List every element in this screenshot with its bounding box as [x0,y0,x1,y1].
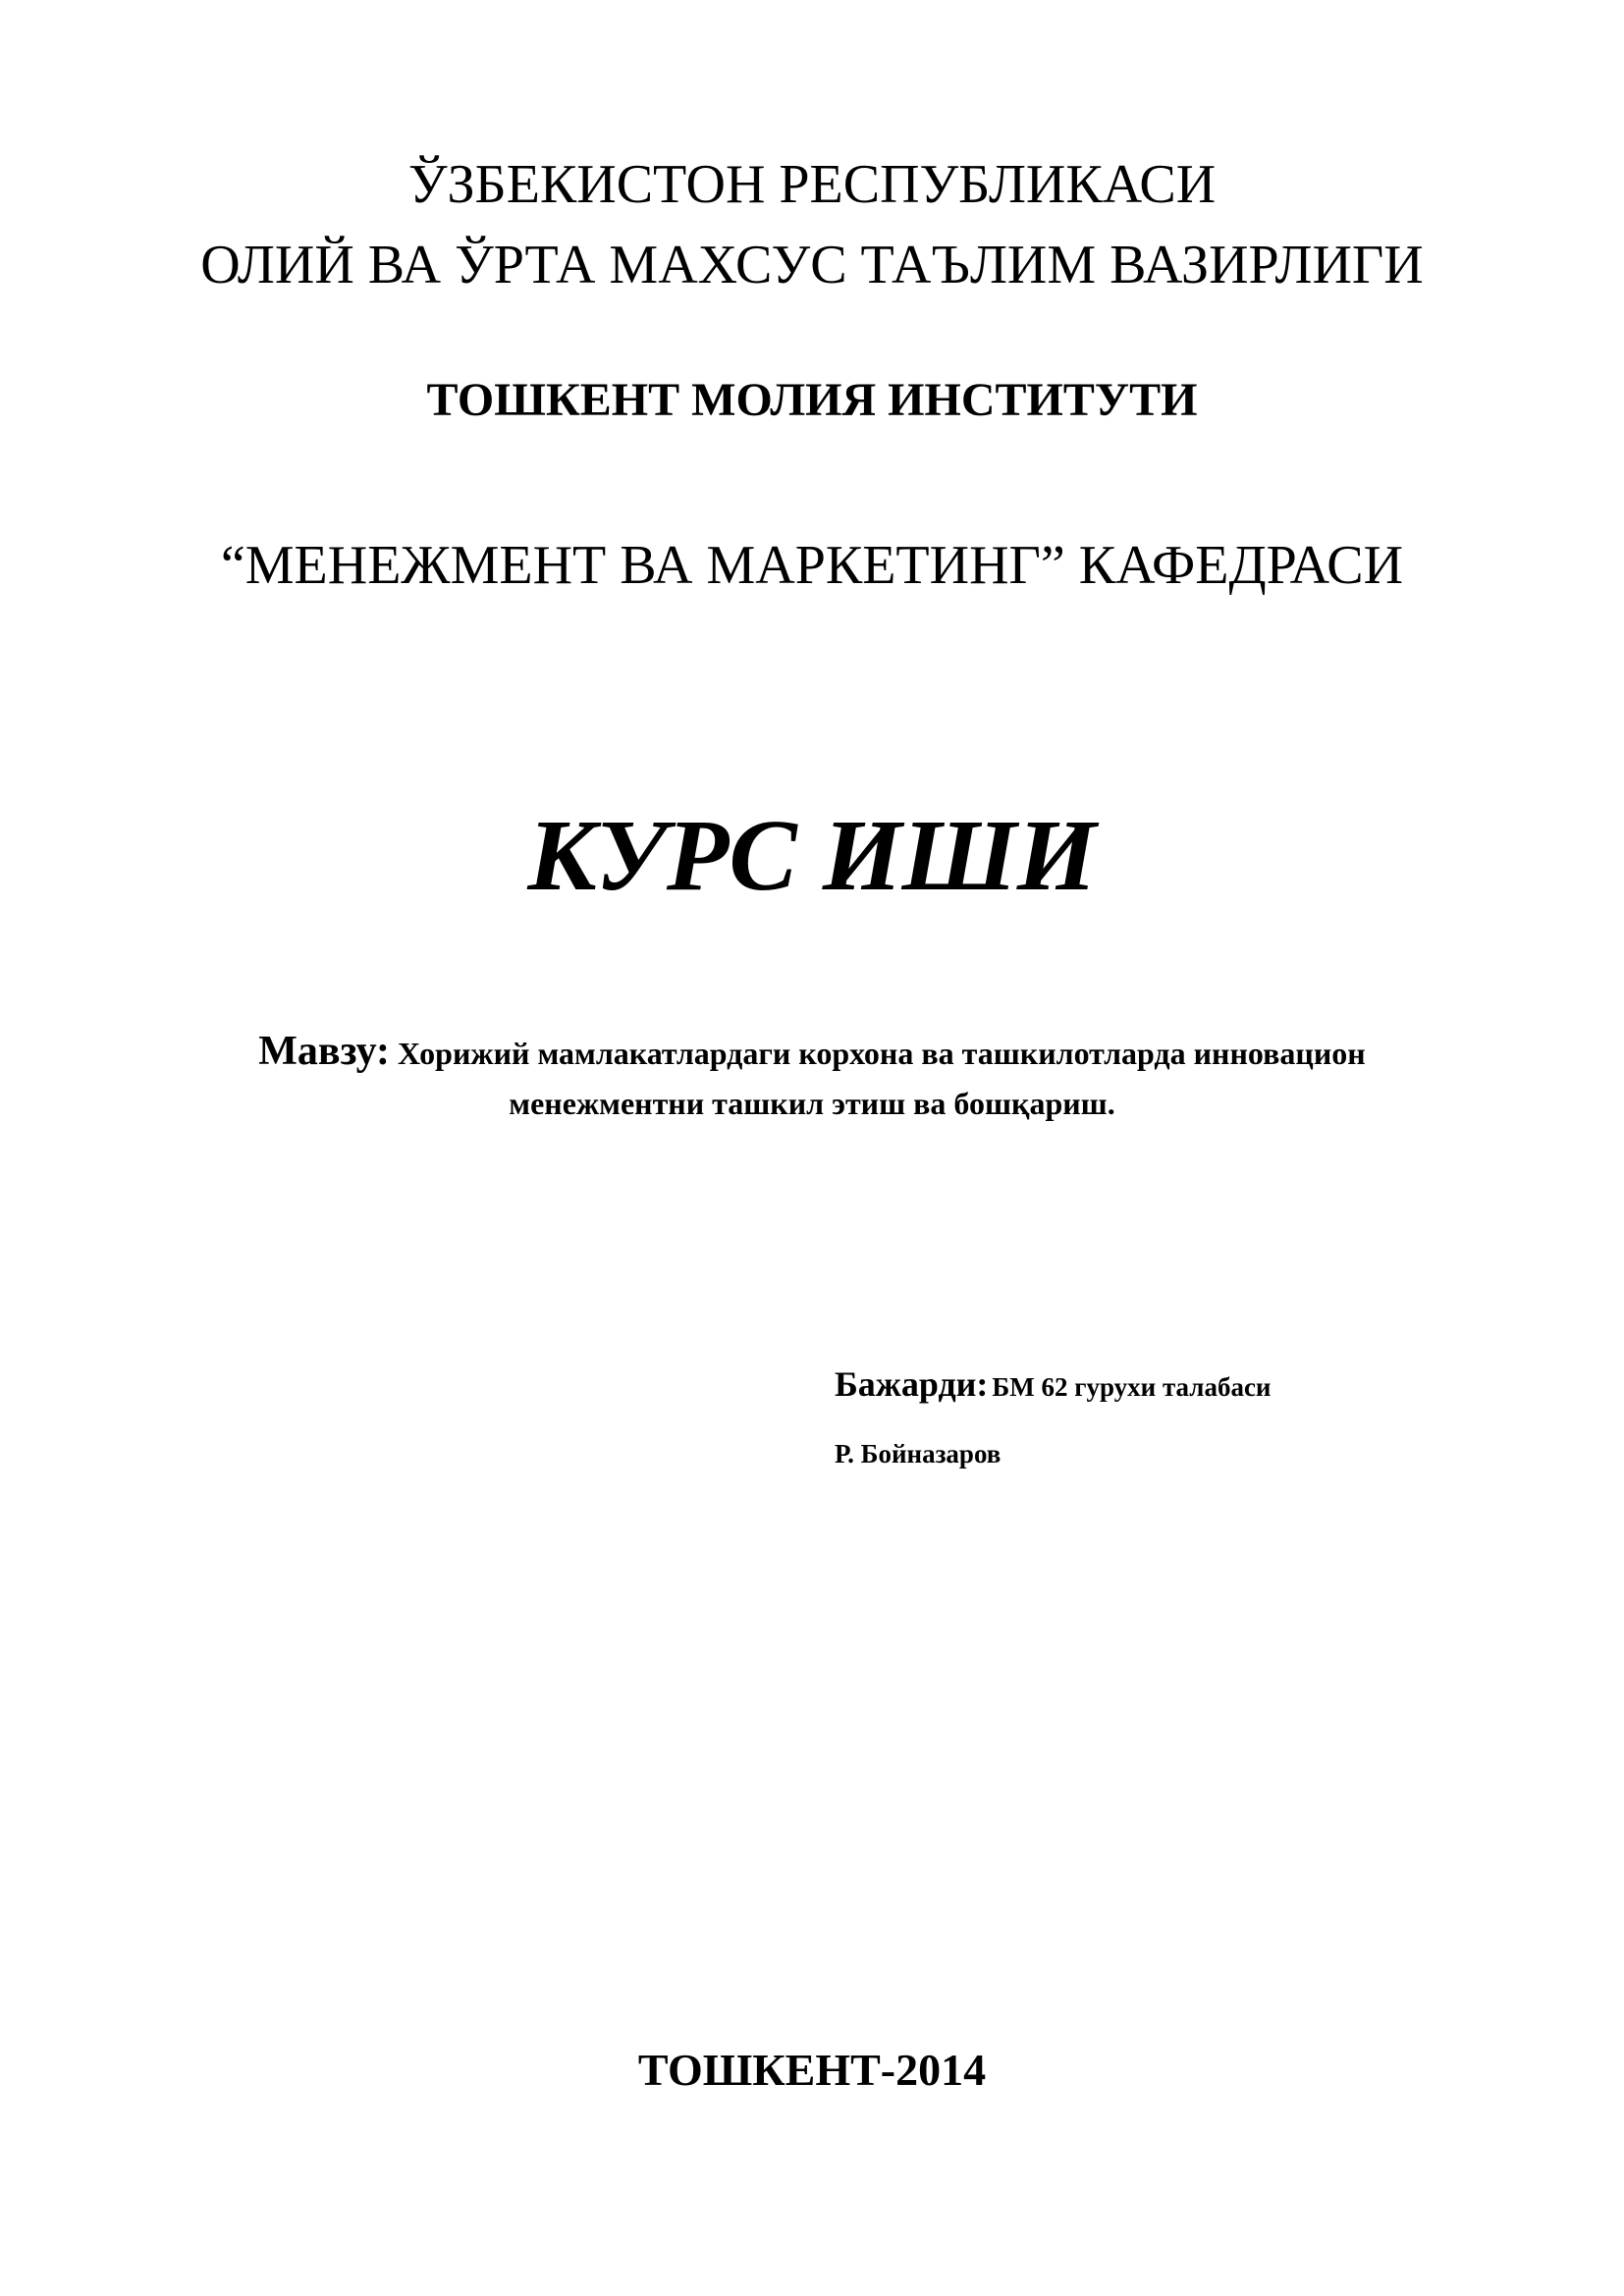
author-label: Бажарди: [835,1364,989,1404]
ministry-line-2: ОЛИЙ ВА ЎРТА МАХСУС ТАЪЛИМ ВАЗИРЛИГИ [200,235,1424,295]
author-name: Р. Бойназаров [835,1439,1001,1468]
document-type-title: КУРС ИШИ [527,799,1097,912]
topic-label: Мавзу: [258,1029,391,1074]
institute-name: ТОШКЕНТ МОЛИЯ ИНСТИТУТИ [426,374,1198,426]
topic-text-line-2: менежментни ташкил этиш ва бошқариш. [509,1086,1115,1121]
footer-city-year: ТОШКЕНТ-2014 [637,2045,987,2095]
author-block [835,1366,1522,1468]
department-name: “МЕНЕЖМЕНТ ВА МАРКЕТИНГ” КАФЕДРАСИ [220,535,1404,596]
author-row [835,1366,1522,1402]
topic-text-line-1: Хорижий мамлакатлардаги корхона ва ташкилотларда инновацион [398,1036,1366,1071]
author-group: БМ 62 гурухи талабаси [992,1372,1272,1402]
ministry-line-1: ЎЗБЕКИСТОН РЕСПУБЛИКАСИ [407,154,1217,215]
topic-line-1 [0,1031,1624,1072]
